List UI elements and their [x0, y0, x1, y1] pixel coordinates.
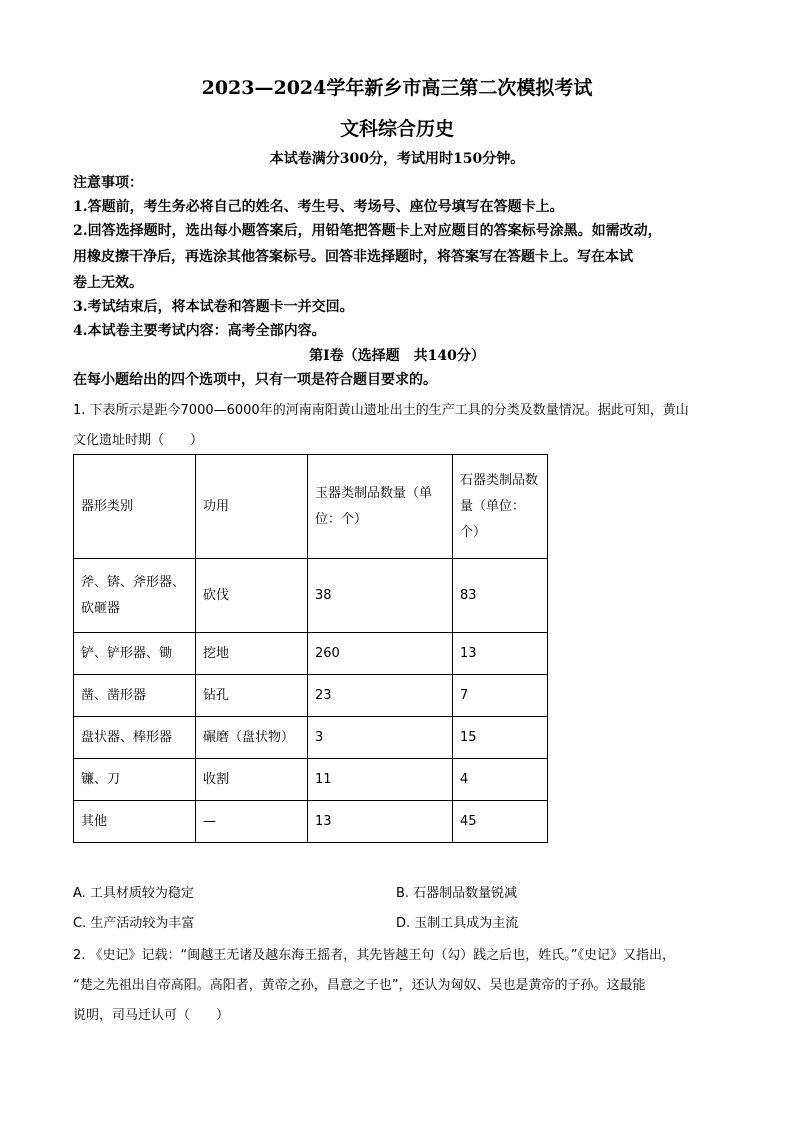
table-cell: 3 [308, 717, 453, 759]
table-cell: 斧、锛、斧形器、砍砸器 [74, 559, 196, 633]
table-cell: 碾磨（盘状物） [196, 717, 308, 759]
q1-option-b: B. 石器制品数量锐减 [396, 886, 518, 901]
table-cell: 11 [308, 759, 453, 801]
table-cell: 38 [308, 559, 453, 633]
table-cell: 260 [308, 633, 453, 675]
q2-stem-line-3: 说明，司马迁认可（ ） [73, 1008, 230, 1023]
table-cell: 23 [308, 675, 453, 717]
table-header-cell: 器形类别 [74, 455, 196, 559]
table-cell: 镰、刀 [74, 759, 196, 801]
table-row [74, 633, 548, 675]
table-cell: 45 [453, 801, 548, 843]
q1-option-c: C. 生产活动较为丰富 [73, 916, 195, 931]
table-cell: 4 [453, 759, 548, 801]
notes-item-1: 1.答题前，考生务必将自己的姓名、考生号、考场号、座位号填写在答题卡上。 [73, 199, 564, 215]
table-cell: 13 [453, 633, 548, 675]
notes-heading: 注意事项： [73, 175, 143, 191]
table-cell: — [196, 801, 308, 843]
table-cell: 7 [453, 675, 548, 717]
table-cell: 盘状器、棒形器 [74, 717, 196, 759]
table-header-cell: 石器类制品数量（单位：个） [453, 455, 548, 559]
table-cell: 钻孔 [196, 675, 308, 717]
table-cell: 砍伐 [196, 559, 308, 633]
table-cell: 83 [453, 559, 548, 633]
table-cell: 其他 [74, 801, 196, 843]
q1-stem-line-1: 1. 下表所示是距今7000—6000年的河南南阳黄山遗址出土的生产工具的分类及数量情况。据此可知，黄山 [73, 403, 689, 418]
table-header-cell: 玉器类制品数量（单位：个） [308, 455, 453, 559]
q2-stem-line-1: 2. 《史记》记载：“闽越王无诸及越东海王摇者，其先皆越王句（勾）践之后也，姓氏。”《史记》又指出， [73, 948, 676, 963]
section-title: 第Ⅰ卷（选择题 共140分） [309, 348, 485, 364]
table-cell: 13 [308, 801, 453, 843]
exam-subtitle: 文科综合历史 [339, 118, 454, 140]
table-cell: 挖地 [196, 633, 308, 675]
notes-item-2-line-2: 用橡皮擦干净后，再选涂其他答案标号。回答非选择题时，将答案写在答题卡上。写在本试 [73, 249, 633, 265]
table-row [74, 801, 548, 843]
section-instruction: 在每小题给出的四个选项中，只有一项是符合题目要求的。 [73, 372, 437, 388]
q2-stem-line-2: “楚之先祖出自帝高阳。高阳者，黄帝之孙，昌意之子也”，还认为匈奴、吴也是黄帝的子孙。这最能 [73, 978, 646, 993]
q1-option-d: D. 玉制工具成为主流 [396, 916, 519, 931]
q1-stem-line-2: 文化遗址时期（ ） [73, 433, 204, 448]
table-cell: 收割 [196, 759, 308, 801]
table-cell: 凿、凿形器 [74, 675, 196, 717]
exam-title: 2023—2024学年新乡市高三第二次模拟考试 [201, 77, 593, 99]
table-cell: 铲、铲形器、锄 [74, 633, 196, 675]
notes-item-2-line-3: 卷上无效。 [73, 275, 143, 291]
table-cell: 15 [453, 717, 548, 759]
notes-item-4: 4.本试卷主要考试内容：高考全部内容。 [73, 323, 326, 339]
table-row [74, 717, 548, 759]
table-row [74, 759, 548, 801]
score-note: 本试卷满分300分，考试用时150分钟。 [269, 151, 525, 167]
q1-option-a: A. 工具材质较为稳定 [73, 886, 194, 901]
table-row [74, 559, 548, 633]
table-header-cell: 功用 [196, 455, 308, 559]
table-header-row [74, 455, 548, 559]
tools-table [73, 454, 548, 843]
table-row [74, 675, 548, 717]
notes-item-3: 3.考试结束后，将本试卷和答题卡一并交回。 [73, 299, 354, 315]
notes-item-2-line-1: 2.回答选择题时，选出每小题答案后，用铅笔把答题卡上对应题目的答案标号涂黑。如需改动， [73, 223, 662, 239]
